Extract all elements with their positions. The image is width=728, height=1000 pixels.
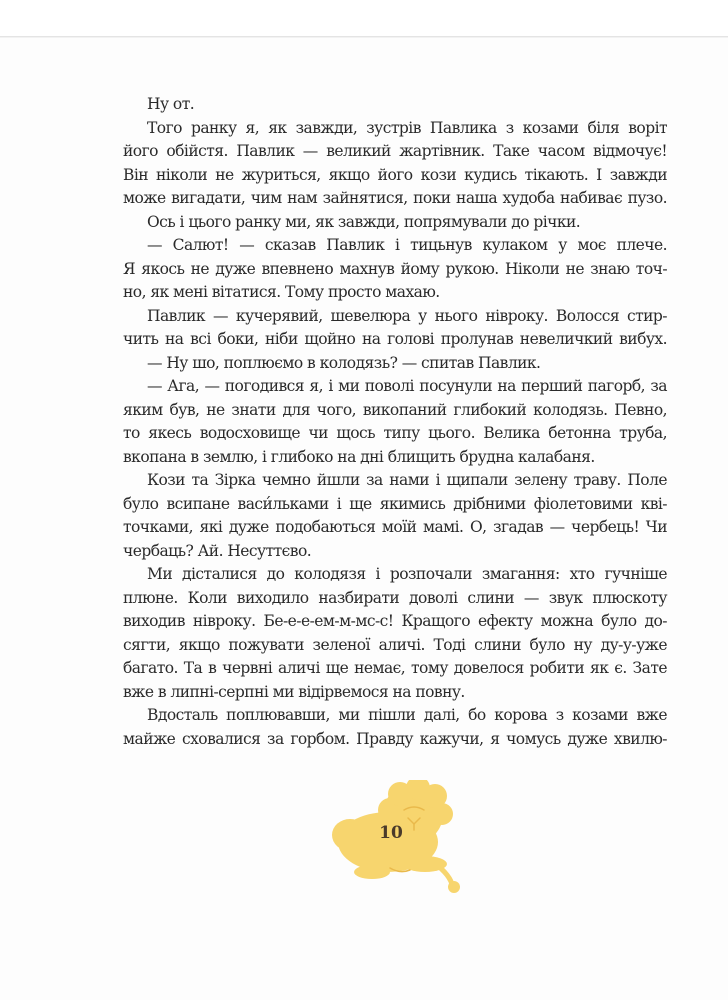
text-line: Вдосталь поплювавши, ми пішли далі, бо корова з козами вже xyxy=(147,706,667,724)
text-line: чить на всі боки, ніби щойно на голові пролунав невеличкий вибух. xyxy=(123,330,667,348)
text-line: Він ніколи не журиться, якщо його кози кудись тікають. І завжди xyxy=(123,165,667,184)
text-line: Павлик — кучерявий, шевелюра у нього нівроку. Волосся стир- xyxy=(147,306,667,325)
text-line: Ось і цього ранку ми, як завжди, попрямували до річки. xyxy=(147,212,581,231)
text-line: багато. Та в червні аличі ще немає, тому довелося робити як є. Зате xyxy=(123,659,667,677)
text-line: но, як мені вітатися. Тому просто махаю. xyxy=(123,283,440,301)
text-line: Кози та Зірка чемно йшли за нами і щипали зелену траву. Поле xyxy=(147,471,667,489)
page-number: 10 xyxy=(379,823,403,843)
text-line: плюне. Коли виходило назбирати доволі слини — звук плюскоту xyxy=(123,588,667,607)
text-line: Того ранку я, як завжди, зустрів Павлика з козами біля воріт xyxy=(147,118,667,137)
text-line: майже сховалися за горбом. Правду кажучи, я чомусь дуже хвилю- xyxy=(123,729,667,748)
page-text xyxy=(123,93,667,751)
text-line: то якесь водосховище чи щось типу цього. Велика бетонна труба, xyxy=(123,424,667,442)
viewer-top-bar xyxy=(0,0,728,37)
text-line: — Ага, — погодився я, і ми поволі посунули на перший пагорб, за xyxy=(147,377,667,395)
text-line: вкопана в землю, і глибоко на дні блищить брудна калабаня. xyxy=(123,447,595,466)
text-line: — Салют! — сказав Павлик і тицьнув кулаком у моє плече. xyxy=(147,236,667,254)
text-line: виходив нівроку. Бе-е-е-ем-м-мс-с! Кращого ефекту можна було до- xyxy=(123,612,667,630)
text-line: Ми дісталися до колодязя і розпочали змагання: хто гучніше xyxy=(147,565,667,583)
text-line: Ну от. xyxy=(147,95,195,113)
text-line: його обійстя. Павлик — великий жартівник. Таке часом відмочує! xyxy=(123,142,667,160)
text-line: точками, які дуже подобаються моїй мамі. О, згадав — чербець! Чи xyxy=(123,518,667,536)
text-line: було всипане васи́льками і ще якимись дрібними фіолетовими кві- xyxy=(123,494,667,513)
text-line: яким був, не знати для чого, викопаний глибокий колодязь. Певно, xyxy=(123,400,667,419)
text-line: може вигадати, чим нам зайнятися, поки наша худоба набиває пузо. xyxy=(123,189,667,207)
text-line: чербаць? Ай. Несуттєво. xyxy=(123,541,312,560)
text-line: Я якось не дуже впевнено махнув йому рукою. Ніколи не знаю точ- xyxy=(123,259,667,278)
text-line: вже в липні-серпні ми відірвемося на повну. xyxy=(123,682,465,701)
text-line: сягти, якщо пожувати зеленої аличі. Тоді слини було ну ду-у-уже xyxy=(123,635,667,654)
text-line: — Ну шо, поплюємо в колодязь? — спитав Павлик. xyxy=(147,353,541,372)
